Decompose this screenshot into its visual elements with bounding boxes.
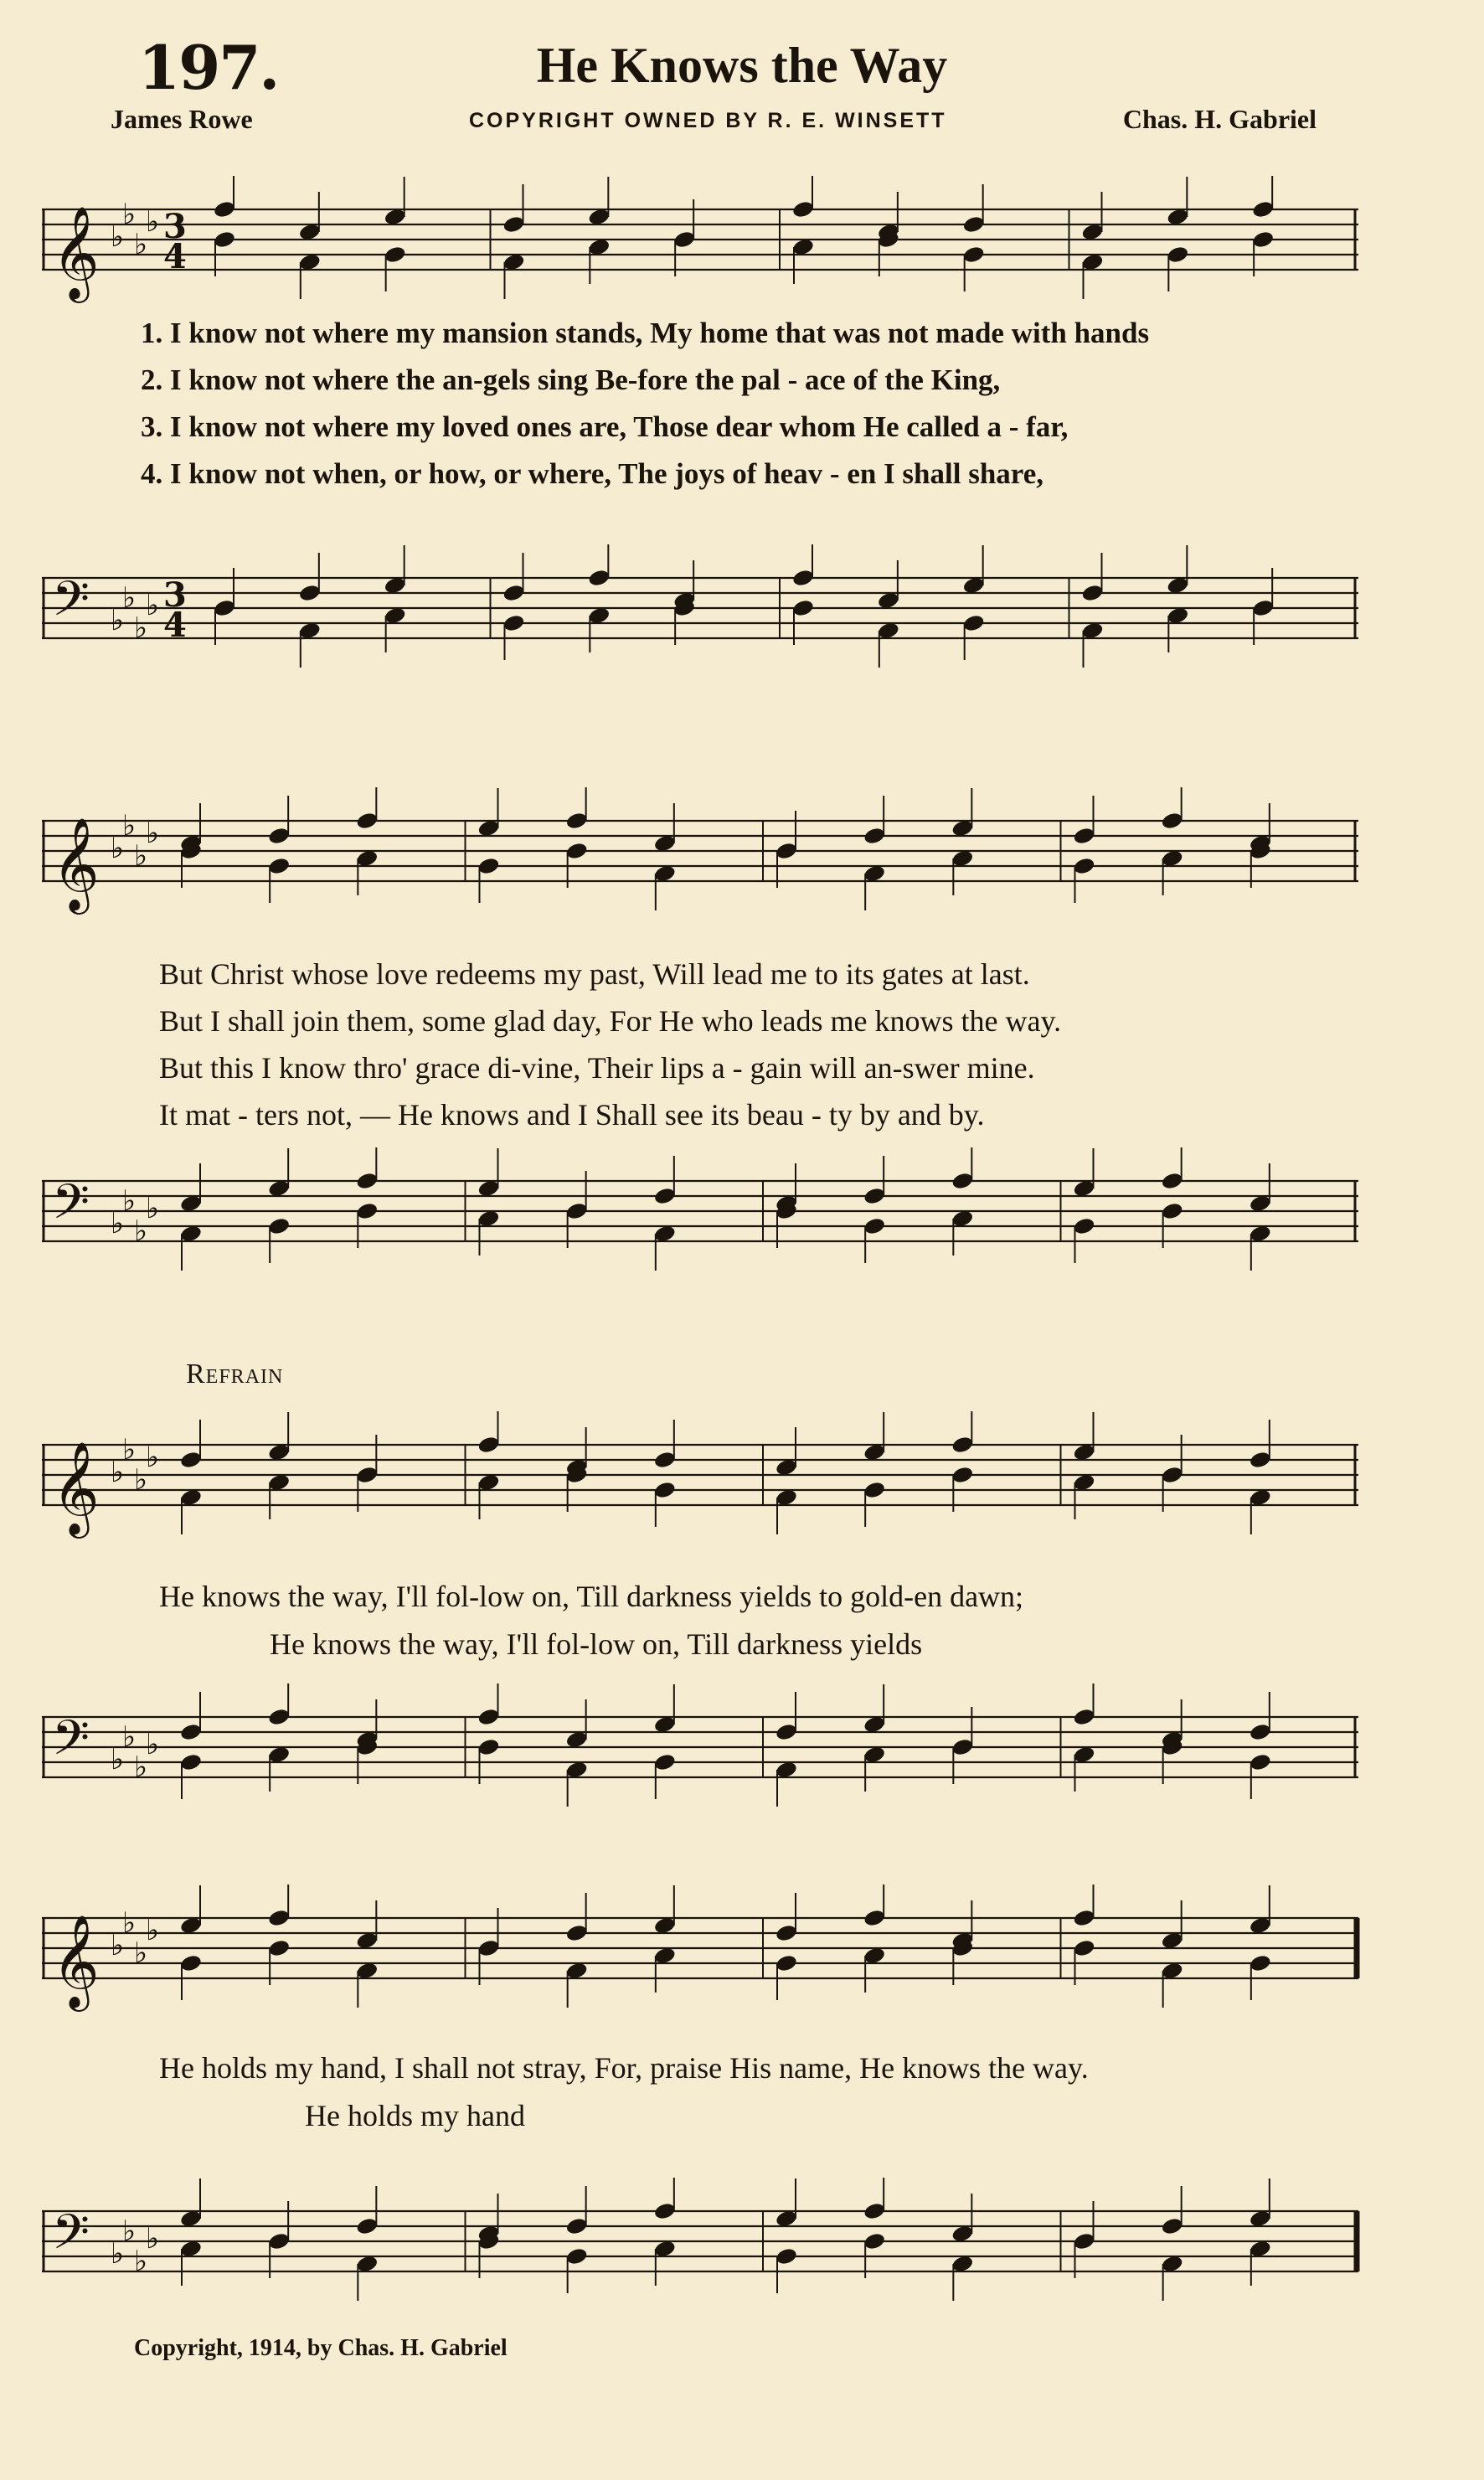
flat-icon: ♭ (134, 2245, 148, 2278)
note-head (951, 1171, 974, 1190)
note-head (179, 1752, 203, 1771)
note-head (1249, 1450, 1272, 1469)
copyright-owner: COPYRIGHT OWNED BY R. E. WINSETT (469, 109, 947, 132)
hymn-number: 197. (138, 32, 279, 103)
flat-icon: ♭ (122, 1720, 137, 1754)
note-head (267, 1908, 291, 1927)
note-head (213, 229, 236, 249)
copyright-footer: Copyright, 1914, by Chas. H. Gabriel (134, 2335, 508, 2361)
composer: Chas. H. Gabriel (1122, 104, 1317, 134)
note-head (1072, 1938, 1095, 1957)
note-head (951, 1435, 974, 1454)
note-head (565, 2216, 589, 2235)
flat-icon: ♭ (134, 611, 148, 645)
note-head (477, 1707, 500, 1726)
flat-icon: ♭ (122, 2214, 137, 2248)
flat-icon: ♭ (146, 589, 160, 622)
note-head (1251, 229, 1275, 249)
note-head (1072, 856, 1095, 875)
note-head (863, 1216, 886, 1235)
flat-icon: ♭ (146, 1192, 160, 1225)
note-head (355, 1171, 379, 1190)
verse-3-line-1: 3. I know not where my loved ones are, Those dear whom He called a - far, (141, 410, 1069, 443)
note-head (1161, 1201, 1184, 1220)
note-head (863, 826, 886, 845)
note-head (355, 1465, 379, 1484)
note-head (863, 2201, 886, 2220)
note-head (1161, 1465, 1184, 1484)
bass-clef-icon: 𝄢 (52, 1709, 90, 1778)
note-head (653, 2201, 677, 2220)
note-head (775, 1953, 798, 1972)
staff-treble-3 (33, 1411, 1367, 1545)
note-head (791, 568, 815, 587)
note-head (565, 2246, 589, 2266)
flat-icon: ♭ (134, 1214, 148, 1248)
note-head (179, 1953, 203, 1972)
note-head (962, 245, 986, 264)
note-head (951, 1737, 974, 1756)
note-head (384, 245, 407, 264)
flat-icon: ♭ (146, 1728, 160, 1761)
note-head (267, 1216, 291, 1235)
flat-icon: ♭ (134, 1750, 148, 1784)
note-head (1166, 245, 1189, 264)
flat-icon: ♭ (134, 228, 148, 261)
refrain-line-1-echo: He knows the way, I'll fol-low on, Till darkness yields (270, 1627, 923, 1661)
note-head (355, 811, 379, 830)
flat-icon: ♭ (111, 1743, 125, 1776)
note-head (1072, 1707, 1095, 1726)
note-head (1161, 811, 1184, 830)
note-head (653, 1480, 677, 1499)
note-head (1080, 583, 1104, 602)
note-head (587, 568, 611, 587)
note-head (863, 1186, 886, 1205)
note-head (1072, 1908, 1095, 1927)
refrain-line-2-echo: He holds my hand (305, 2099, 525, 2132)
verse-2-line-2: But I shall join them, some glad day, For He who leads me knows the way. (159, 1004, 1062, 1038)
staff-treble-1 (33, 176, 1367, 310)
flat-icon: ♭ (111, 1929, 125, 1962)
note-head (1249, 1722, 1272, 1741)
note-head (267, 826, 291, 845)
lyricist: James Rowe (111, 104, 253, 134)
flat-icon: ♭ (134, 1463, 148, 1497)
note-head (502, 214, 525, 234)
flat-icon: ♭ (122, 1906, 137, 1940)
note-head (477, 1737, 500, 1756)
treble-clef-icon: 𝄞 (52, 205, 100, 299)
note-head (477, 1938, 500, 1957)
note-head (1251, 199, 1275, 219)
flat-icon: ♭ (146, 1441, 160, 1474)
verse-1-line-1: 1. I know not where my mansion stands, My home that was not made with hands (141, 317, 1150, 349)
flat-icon: ♭ (122, 1433, 137, 1467)
verse-4-line-2: It mat - ters not, — He knows and I Shall see its beau - ty by and by. (159, 1098, 985, 1132)
note-head (213, 598, 236, 617)
verse-lyrics-line-2 (159, 951, 1061, 1138)
note-head (962, 613, 986, 632)
note-head (1072, 826, 1095, 845)
note-head (775, 1923, 798, 1942)
note-head (653, 1186, 677, 1205)
treble-clef-icon: 𝄞 (52, 1914, 100, 2008)
flat-icon: ♭ (111, 220, 125, 254)
note-head (267, 2231, 291, 2251)
staff-bass-1 (33, 544, 1367, 678)
note-head (951, 1465, 974, 1484)
flat-icon: ♭ (134, 1936, 148, 1970)
refrain-label: Refrain (186, 1359, 284, 1390)
hymn-header (0, 32, 1484, 149)
note-head (477, 1435, 500, 1454)
staff-treble-2 (33, 787, 1367, 921)
note-head (565, 811, 589, 830)
bass-clef-icon: 𝄢 (52, 1173, 90, 1242)
note-head (1072, 1216, 1095, 1235)
flat-icon: ♭ (146, 2222, 160, 2256)
flat-icon: ♭ (122, 581, 137, 615)
flat-icon: ♭ (111, 1207, 125, 1240)
treble-clef-icon: 𝄞 (52, 1441, 100, 1534)
note-head (1161, 1171, 1184, 1190)
note-head (179, 1450, 203, 1469)
bass-clef-icon: 𝄢 (52, 2204, 90, 2272)
note-head (502, 613, 525, 632)
flat-icon: ♭ (146, 205, 160, 239)
flat-icon: ♭ (111, 1456, 125, 1489)
verse-1-line-2: But Christ whose love redeems my past, Will lead me to its gates at last. (159, 957, 1030, 991)
note-head (355, 1201, 379, 1220)
note-head (775, 2246, 798, 2266)
staff-bass-2 (33, 1147, 1367, 1281)
note-head (1072, 2231, 1095, 2251)
note-head (791, 199, 815, 219)
staff-bass-3 (33, 1683, 1367, 1817)
time-signature-bottom: 4 (163, 237, 187, 276)
note-head (962, 214, 986, 234)
note-head (653, 1752, 677, 1771)
note-head (775, 1722, 798, 1741)
note-head (1251, 598, 1275, 617)
note-head (1161, 2216, 1184, 2235)
verse-lyrics-line-1 (141, 310, 1149, 498)
note-head (502, 583, 525, 602)
note-head (791, 598, 815, 617)
note-head (355, 2216, 379, 2235)
note-head (775, 841, 798, 860)
note-head (179, 1722, 203, 1741)
verse-3-line-2: But this I know thro' grace di-vine, Their lips a - gain will an-swer mine. (159, 1051, 1035, 1085)
refrain-line-2: He holds my hand, I shall not stray, For, praise His name, He knows the way. (159, 2051, 1089, 2085)
treble-clef-icon: 𝄞 (52, 817, 100, 910)
note-head (267, 1938, 291, 1957)
verse-2-line-1: 2. I know not where the an-gels sing Be-fore the pal - ace of the King, (141, 363, 1001, 396)
note-head (863, 1908, 886, 1927)
time-signature-top: 3 (163, 575, 187, 615)
note-head (672, 229, 696, 249)
note-head (565, 1201, 589, 1220)
time-signature-top: 3 (163, 207, 187, 246)
note-head (565, 841, 589, 860)
refrain-line-1: He knows the way, I'll fol-low on, Till darkness yields to gold-en dawn; (159, 1580, 1024, 1613)
note-head (653, 1450, 677, 1469)
hymn-title: He Knows the Way (536, 38, 948, 93)
note-head (863, 2231, 886, 2251)
note-head (213, 199, 236, 219)
note-head (1249, 1953, 1272, 1972)
bass-clef-icon: 𝄢 (52, 570, 90, 639)
verse-4-line-1: 4. I know not when, or how, or where, The joys of heav - en I shall share, (141, 457, 1043, 490)
flat-icon: ♭ (122, 198, 137, 231)
note-head (565, 1923, 589, 1942)
note-head (1249, 1752, 1272, 1771)
staff-bass-4 (33, 2178, 1367, 2312)
note-head (267, 856, 291, 875)
note-head (477, 856, 500, 875)
flat-icon: ♭ (111, 832, 125, 865)
flat-icon: ♭ (122, 809, 137, 843)
flat-icon: ♭ (134, 839, 148, 873)
flat-icon: ♭ (122, 1184, 137, 1218)
flat-icon: ♭ (111, 2237, 125, 2271)
note-head (298, 583, 322, 602)
staff-treble-4 (33, 1884, 1367, 2019)
time-signature-bottom: 4 (163, 606, 187, 645)
flat-icon: ♭ (111, 604, 125, 637)
note-head (267, 1707, 291, 1726)
note-head (863, 1480, 886, 1499)
flat-icon: ♭ (146, 817, 160, 850)
flat-icon: ♭ (146, 1914, 160, 1947)
